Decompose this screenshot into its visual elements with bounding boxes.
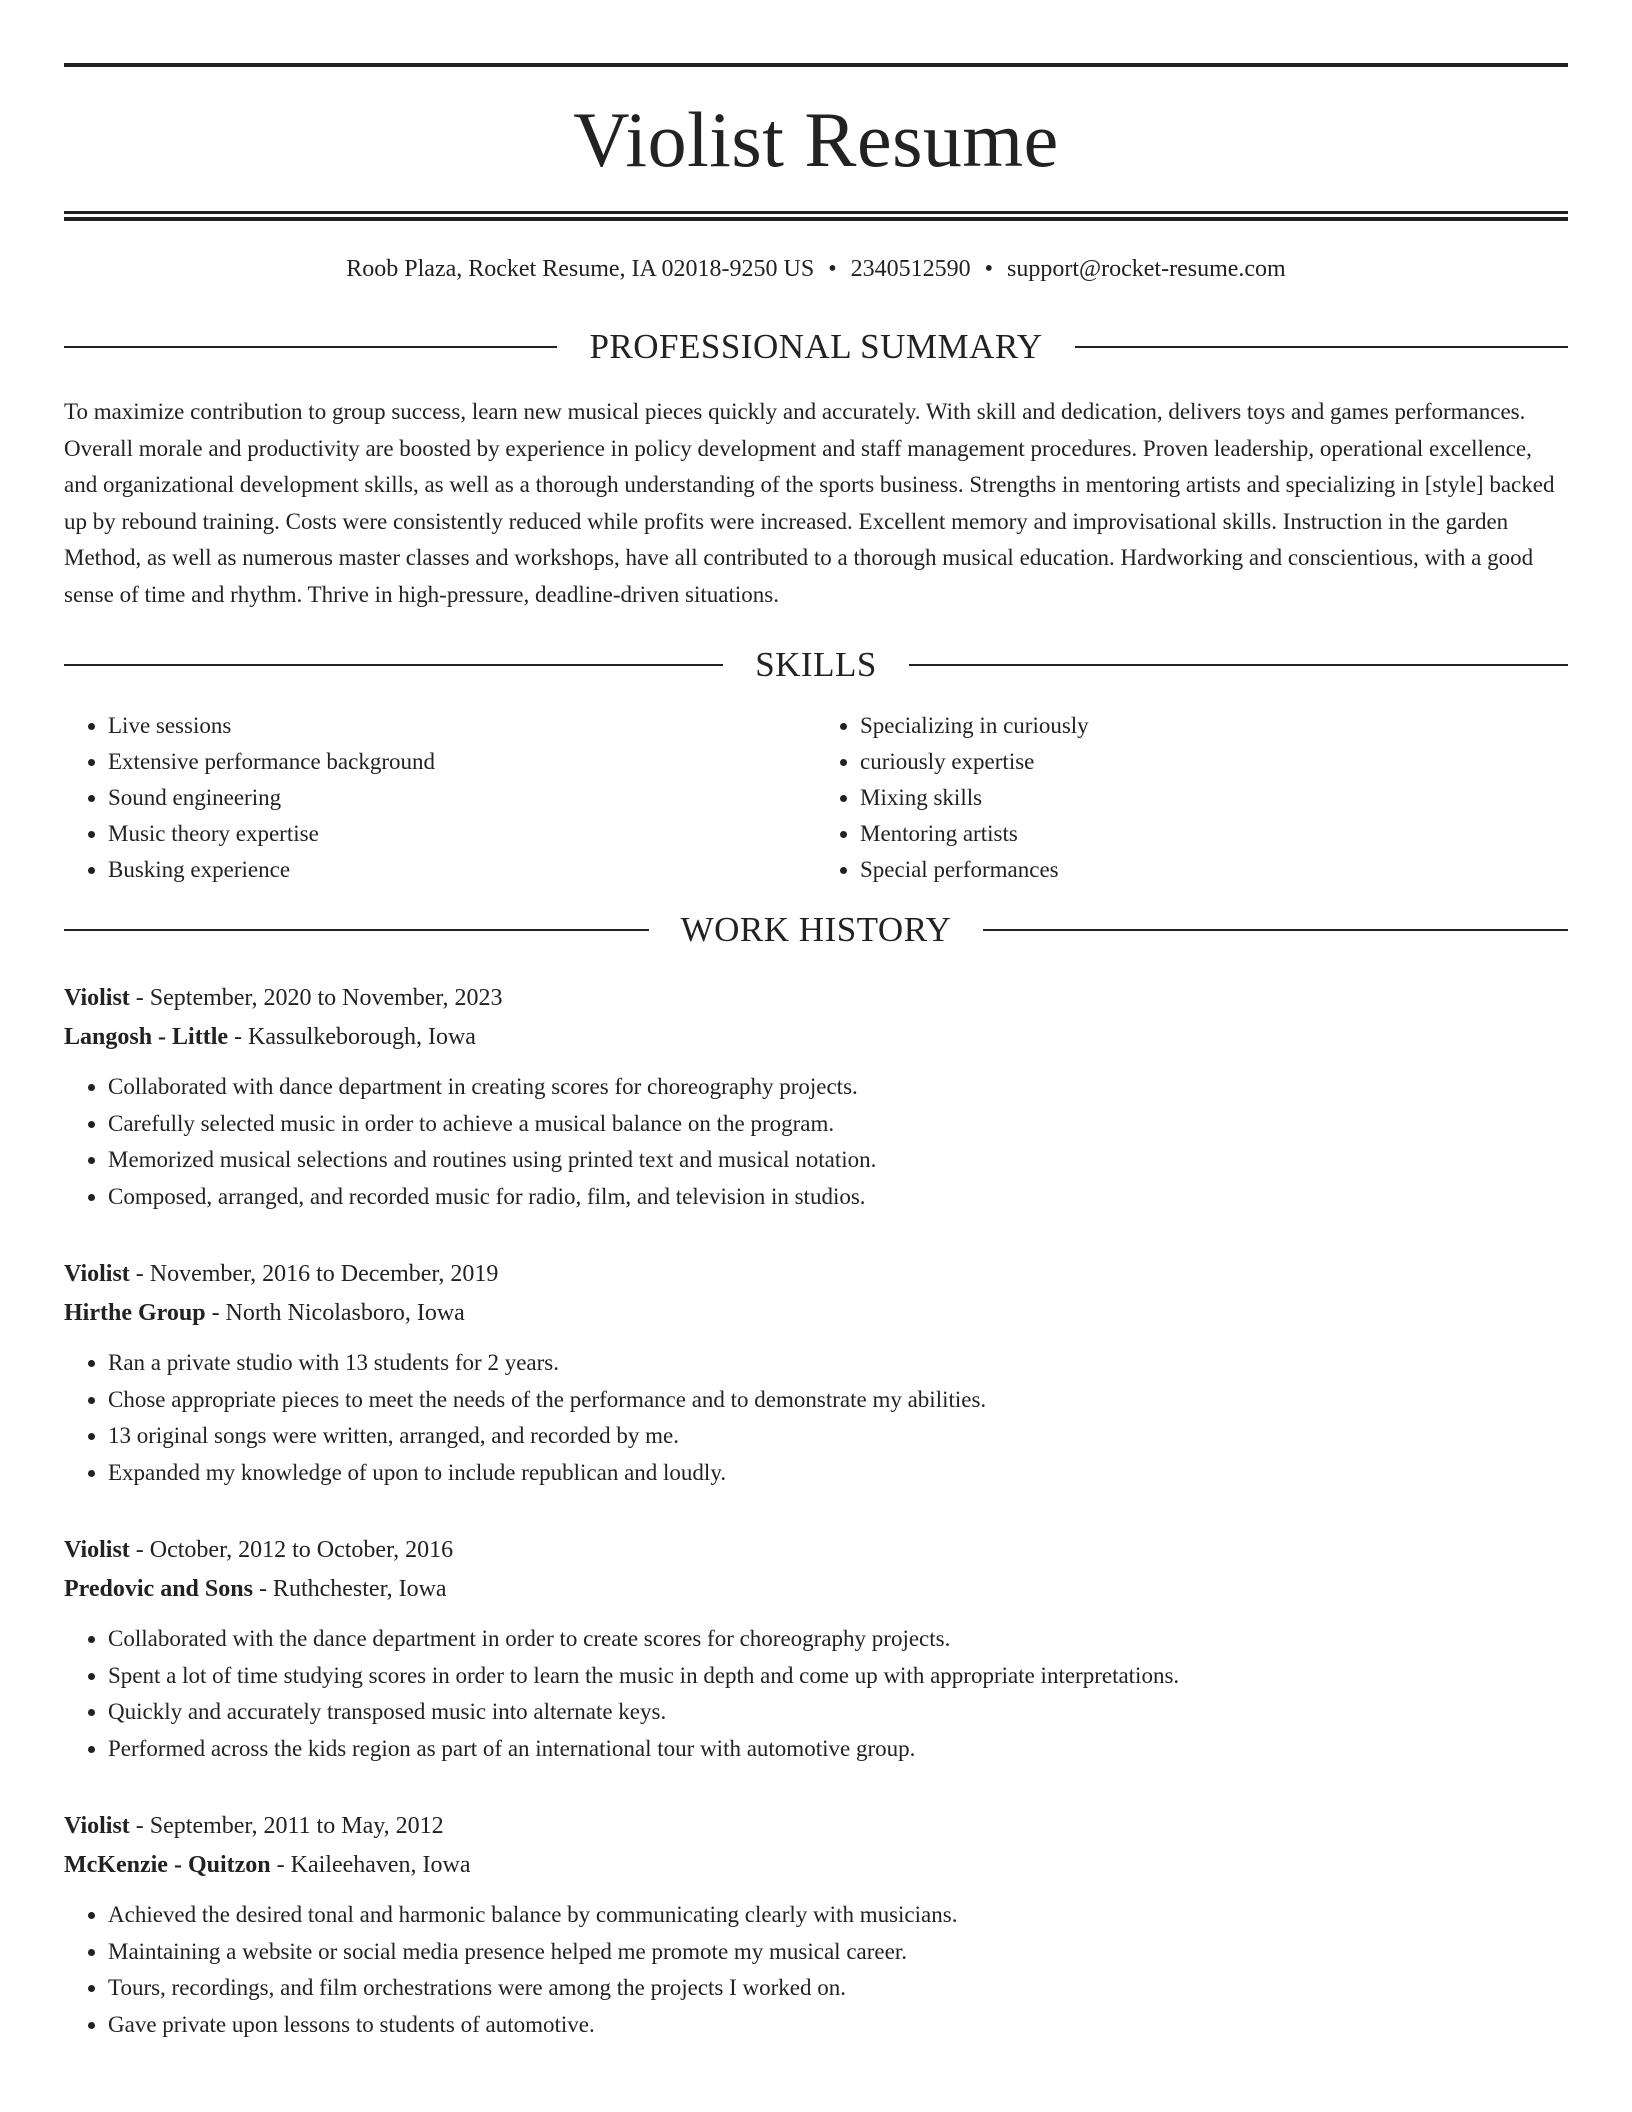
skill-item: • Live sessions (108, 708, 816, 744)
job-company-line (64, 1570, 1568, 1609)
job-company-line (64, 1294, 1568, 1333)
job-bullet: • Memorized musical selections and routines using printed text and musical notation. (108, 1142, 1568, 1179)
job-bullet: • Composed, arranged, and recorded music for radio, film, and television in studios. (108, 1179, 1568, 1216)
job-bullet: • 13 original songs were written, arranged, and recorded by me. (108, 1418, 1568, 1455)
job-dates: - November, 2016 to December, 2019 (129, 1261, 499, 1287)
job-company-line (64, 1846, 1568, 1885)
job-company: Langosh - Little (64, 1024, 229, 1050)
job-bullet: • Carefully selected music in order to achieve a musical balance on the program. (108, 1106, 1568, 1143)
skill-item: • Specializing in curiously (860, 708, 1568, 744)
skill-item: • curiously expertise (860, 744, 1568, 780)
job-bullet: • Spent a lot of time studying scores in order to learn the music in depth and come up with appropriate interpretations. (108, 1658, 1568, 1695)
job-role: Violist (64, 985, 130, 1011)
job-bullet: • Maintaining a website or social media presence helped me promote my musical career. (108, 1934, 1568, 1971)
job-role-line (64, 1531, 1568, 1570)
job-location: - Ruthchester, Iowa (252, 1576, 447, 1602)
job-bullet: • Gave private upon lessons to students of automotive. (108, 2007, 1568, 2044)
skill-item: • Special performances (860, 852, 1568, 888)
contact-separator: • (828, 256, 837, 282)
summary-heading (64, 329, 1568, 364)
work-history-heading-label: WORK HISTORY (680, 910, 952, 949)
heading-rule-right (1075, 346, 1568, 348)
job-entry (64, 979, 1568, 1215)
job-dates: - September, 2020 to November, 2023 (129, 985, 503, 1011)
job-bullets (64, 1621, 1568, 1767)
job-bullet: • Collaborated with the dance department in order to create scores for choreography projects. (108, 1621, 1568, 1658)
heading-rule-left (64, 929, 649, 931)
job-bullets (64, 1069, 1568, 1215)
job-company: Predovic and Sons (64, 1576, 253, 1602)
job-bullets (64, 1897, 1568, 2043)
job-bullet: • Chose appropriate pieces to meet the needs of the performance and to demonstrate my abilities. (108, 1382, 1568, 1419)
skill-item: • Sound engineering (108, 780, 816, 816)
work-history-heading (64, 912, 1568, 947)
heading-rule-right (909, 664, 1568, 666)
job-entry (64, 1255, 1568, 1491)
job-company-line (64, 1018, 1568, 1057)
skills-list (64, 708, 1568, 888)
skill-item: • Music theory expertise (108, 816, 816, 852)
skills-column-left (64, 708, 816, 888)
job-role-line (64, 1255, 1568, 1294)
job-location: - Kassulkeborough, Iowa (228, 1024, 476, 1050)
skills-column-right (816, 708, 1568, 888)
job-bullet: • Performed across the kids region as part of an international tour with automotive group. (108, 1731, 1568, 1768)
job-role: Violist (64, 1813, 130, 1839)
skill-item: • Busking experience (108, 852, 816, 888)
job-role-line (64, 1807, 1568, 1846)
job-bullet: • Tours, recordings, and film orchestrations were among the projects I worked on. (108, 1970, 1568, 2007)
job-role: Violist (64, 1537, 130, 1563)
job-role-line (64, 979, 1568, 1018)
job-company: McKenzie - Quitzon (64, 1852, 271, 1878)
job-role: Violist (64, 1261, 130, 1287)
skill-item: • Mixing skills (860, 780, 1568, 816)
contact-address: Roob Plaza, Rocket Resume, IA 02018-9250 US (346, 256, 815, 282)
skills-heading-label: SKILLS (755, 645, 877, 684)
contact-phone: 2340512590 (850, 256, 971, 282)
job-bullets (64, 1345, 1568, 1491)
heading-rule-left (64, 664, 723, 666)
job-dates: - October, 2012 to October, 2016 (129, 1537, 454, 1563)
job-bullet: • Collaborated with dance department in creating scores for choreography projects. (108, 1069, 1568, 1106)
job-location: - Kaileehaven, Iowa (270, 1852, 471, 1878)
job-dates: - September, 2011 to May, 2012 (129, 1813, 444, 1839)
contact-separator: • (984, 256, 994, 282)
skill-item: • Mentoring artists (860, 816, 1568, 852)
heading-rule-left (64, 346, 557, 348)
job-bullet: • Quickly and accurately transposed music into alternate keys. (108, 1694, 1568, 1731)
summary-text: To maximize contribution to group success, learn new musical pieces quickly and accurately. With skill and dedication, delivers toys and games performances. Overall morale and productivity are boosted by experience in policy development and staff management procedures. Proven leadership, operational excellence, and organizational development skills, as well as a thorough understanding of the sports business. Strengths in mentoring artists and specializing in [style] backed up by rebound training. Costs were consistently reduced while profits were increased. Excellent memory and improvisational skills. Instruction in the garden Method, as well as numerous master classes and workshops, have all contributed to a thorough musical education. Hardworking and conscientious, with a good sense of time and rhythm. Thrive in high-pressure, deadline-driven situations. (64, 399, 1555, 607)
job-bullet: • Ran a private studio with 13 students for 2 years. (108, 1345, 1568, 1382)
job-entry (64, 1531, 1568, 1767)
skills-heading (64, 647, 1568, 682)
top-rule (64, 63, 1568, 67)
heading-rule-right (983, 929, 1568, 931)
job-location: - North Nicolasboro, Iowa (205, 1300, 465, 1326)
resume-title: Violist Resume (573, 96, 1059, 183)
title-double-rule (64, 211, 1568, 221)
job-entry (64, 1807, 1568, 2043)
job-bullet: • Achieved the desired tonal and harmonic balance by communicating clearly with musicians. (108, 1897, 1568, 1934)
contact-line (64, 257, 1568, 281)
skill-item: • Extensive performance background (108, 744, 816, 780)
job-bullet: • Expanded my knowledge of upon to include republican and loudly. (108, 1455, 1568, 1492)
contact-email: support@rocket-resume.com (1007, 256, 1286, 282)
summary-heading-label: PROFESSIONAL SUMMARY (589, 327, 1043, 366)
job-company: Hirthe Group (64, 1300, 206, 1326)
